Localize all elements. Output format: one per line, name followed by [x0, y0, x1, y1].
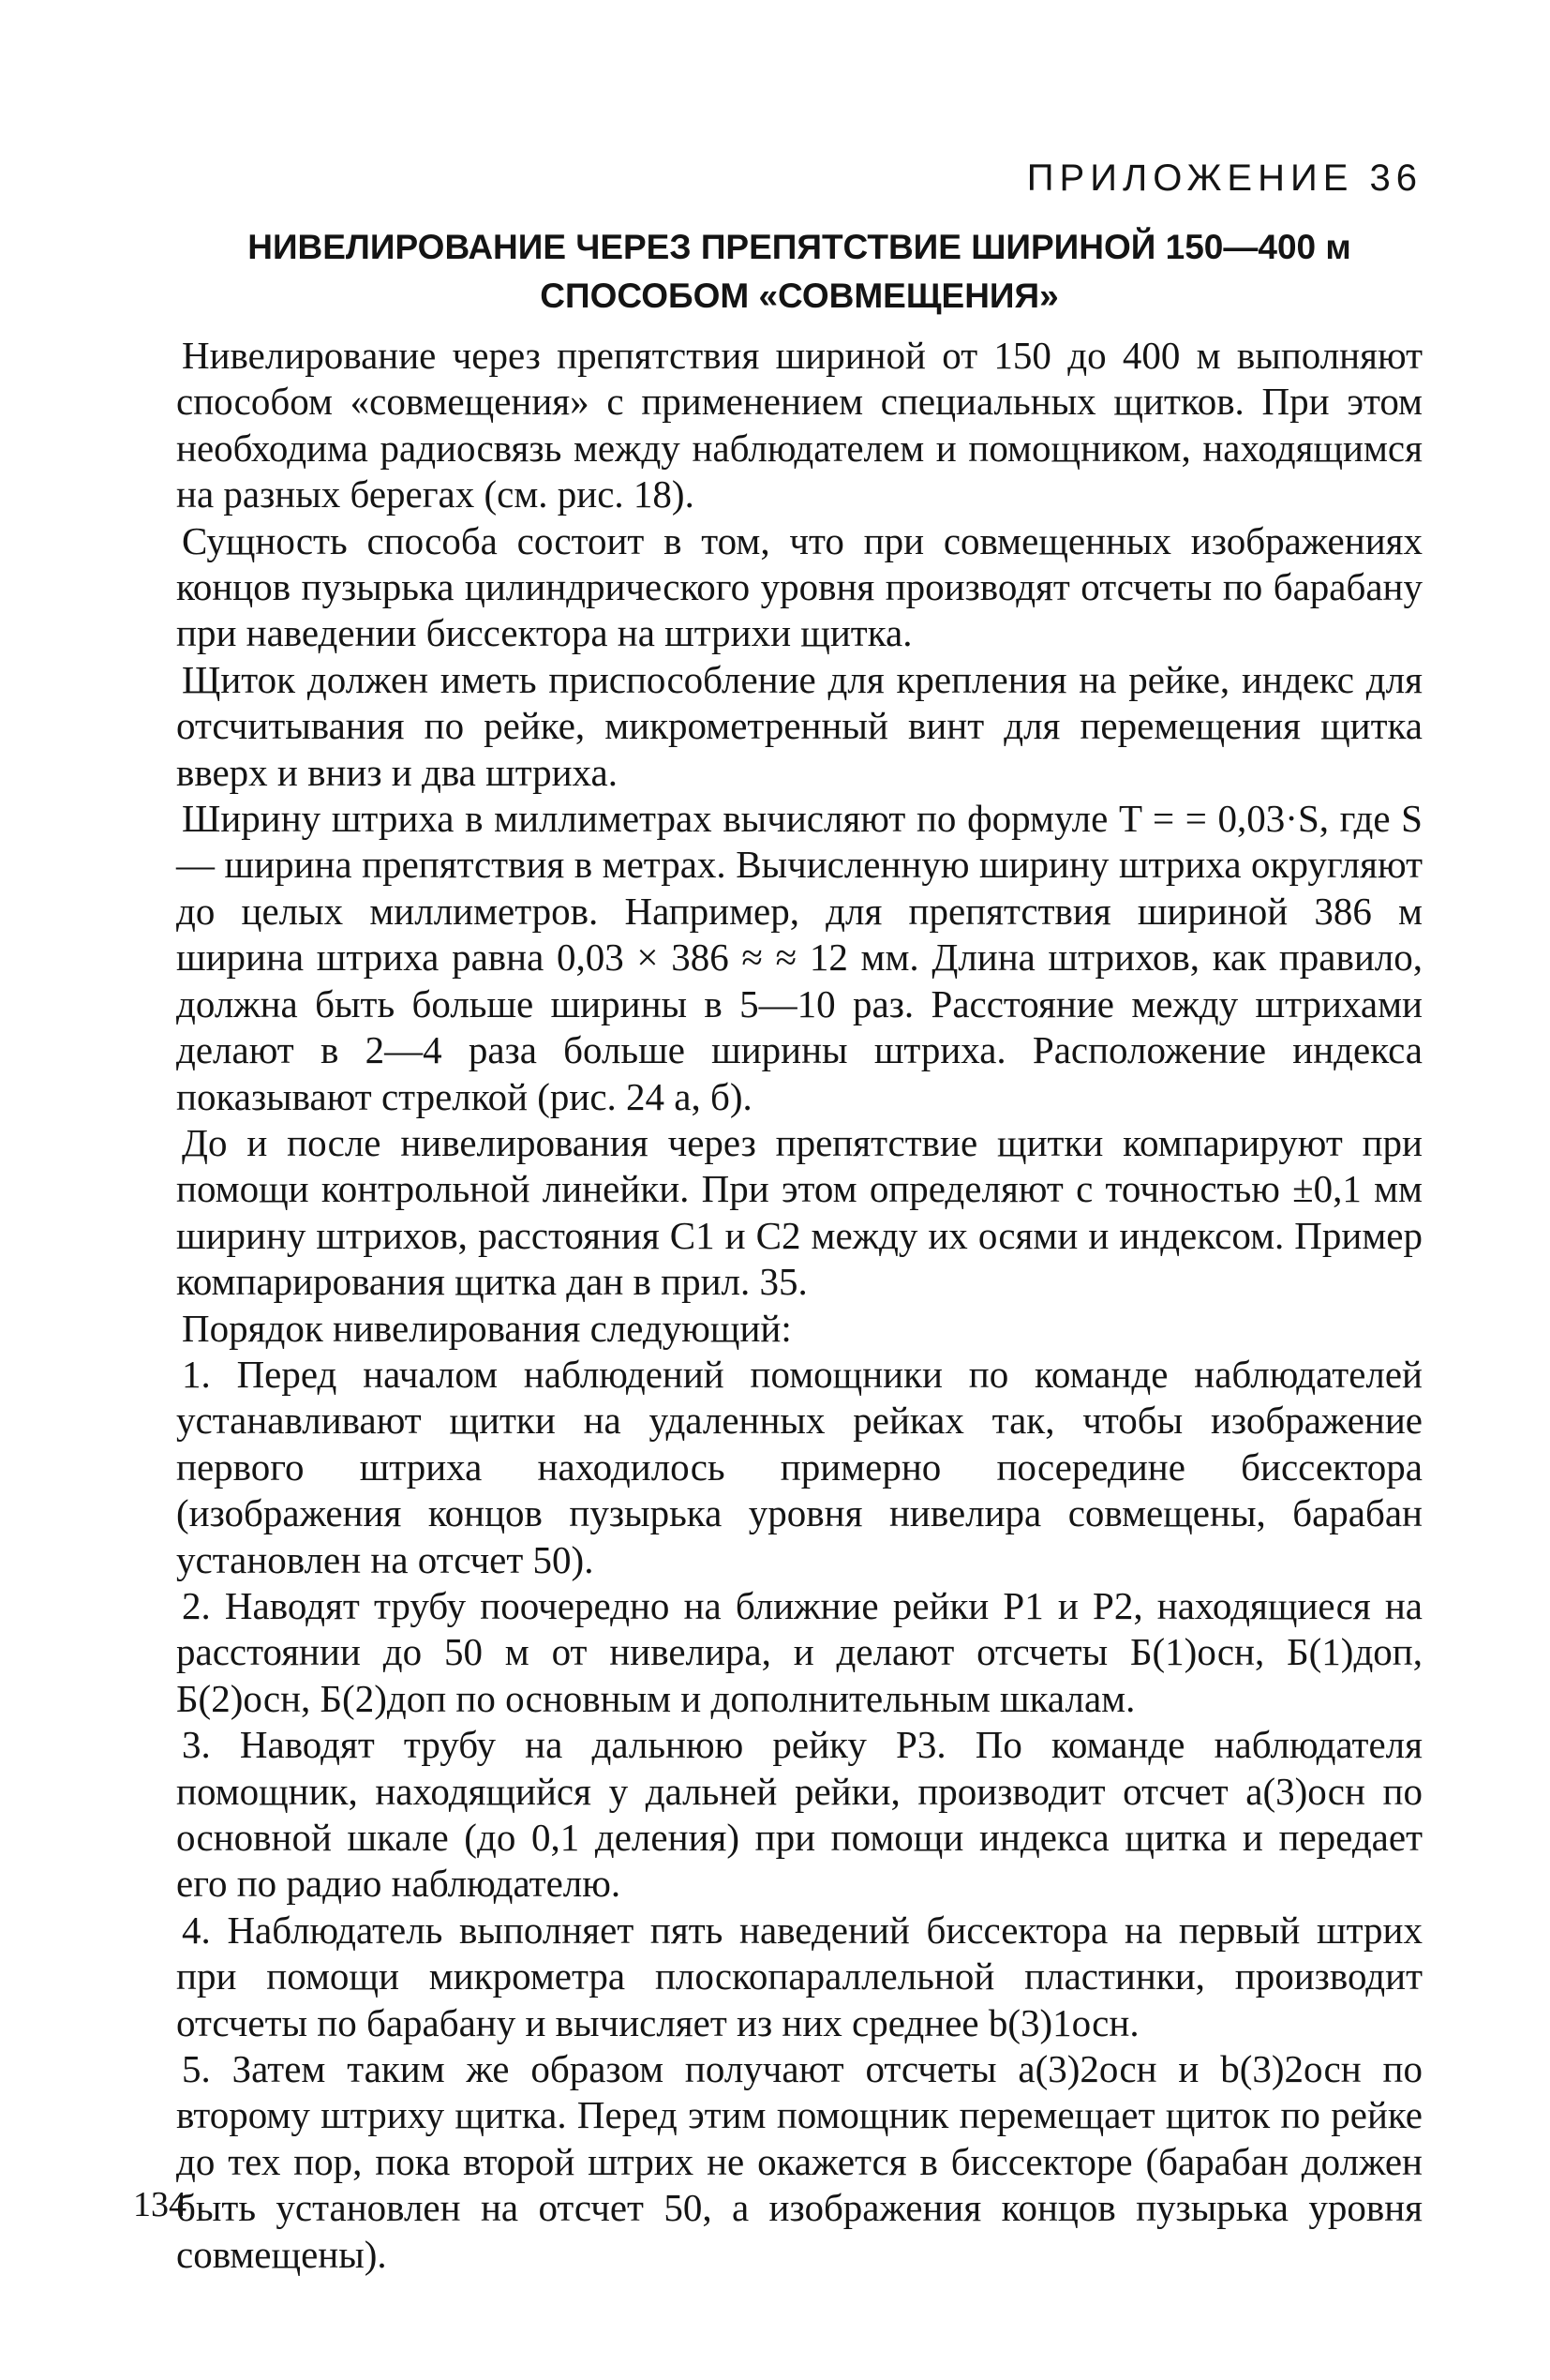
step-1: 1. Перед началом наблюдений помощники по команде наблюдателей устанавливают щитки на удаленных рейках так, чтобы изображение первого штриха находилось примерно посередине биссектора (изображения концов пузырька уровня нивелира совмещены, барабан установлен на отсчет 50). [176, 1352, 1423, 1581]
appendix-label: ПРИЛОЖЕНИЕ 36 [1026, 157, 1423, 199]
paragraph-2: Сущность способа состоит в том, что при совмещенных изображениях концов пузырька цилиндрического уровня производят отсчеты по барабану при наведении биссектора на штрихи щитка. [176, 518, 1423, 655]
title-line-1: НИВЕЛИРОВАНИЕ ЧЕРЕЗ ПРЕПЯТСТВИЕ ШИРИНОЙ 150—400 м [247, 228, 1351, 266]
step-3: 3. Наводят трубу на дальнюю рейку P3. По команде наблюдателя помощник, находящийся у дальней рейки, производит отсчет a(3)осн по основной шкале (до 0,1 деления) при помощи индекса щитка и передает его по радио наблюдателю. [176, 1723, 1423, 1906]
title-line-2: СПОСОБОМ «СОВМЕЩЕНИЯ» [540, 277, 1059, 315]
section-title [176, 223, 1423, 321]
paragraph-6: Порядок нивелирования следующий: [182, 1306, 792, 1350]
paragraph-3: Щиток должен иметь приспособление для крепления на рейке, индекс для отсчитывания по рейке, микрометренный винт для перемещения щитка вверх и вниз и два штриха. [176, 657, 1423, 794]
paragraph-1: Нивелирование через препятствия шириной от 150 до 400 м выполняют способом «совмещения» с применением специальных щитков. При этом необходима радиосвязь между наблюдателем и помощником, находящимся на разных берегах (см. рис. 18). [176, 334, 1423, 516]
paragraph-4: Ширину штриха в миллиметрах вычисляют по формуле T = = 0,03·S, где S — ширина препятствия в метрах. Вычисленную ширину штриха округляют до целых миллиметров. Например, для препятствия шириной 386 м ширина штриха равна 0,03 × 386 ≈ ≈ 12 мм. Длина штрихов, как правило, должна быть больше ширины в 5—10 раз. Расстояние между штрихами делают в 2—4 раза больше ширины штриха. Расположение индекса показывают стрелкой (рис. 24 а, б). [176, 797, 1423, 1118]
step-2: 2. Наводят трубу поочередно на ближние рейки P1 и P2, находящиеся на расстоянии до 50 м от нивелира, и делают отсчеты Б(1)осн, Б(1)доп, Б(2)осн, Б(2)доп по основным и дополнительным шкалам. [176, 1583, 1423, 1720]
page-number: 134 [133, 2185, 186, 2224]
paragraph-5: До и после нивелирования через препятствие щитки компарируют при помощи контрольной линейки. При этом определяют с точностью ±0,1 мм ширину штрихов, расстояния C1 и C2 между их осями и индексом. Пример компарирования щитка дан в прил. 35. [176, 1120, 1423, 1304]
body-text [176, 333, 1423, 2278]
step-5: 5. Затем таким же образом получают отсчеты a(3)2осн и b(3)2осн по второму штриху щитка. Перед этим помощник перемещает щиток по рейке до тех пор, пока второй штрих не окажется в биссекторе (барабан должен быть установлен на отсчет 50, а изображения концов пузырька уровня совмещены). [176, 2047, 1423, 2276]
step-4: 4. Наблюдатель выполняет пять наведений биссектора на первый штрих при помощи микрометра плоскопараллельной пластинки, производит отсчеты по барабану и вычисляет из них среднее b(3)1осн. [176, 1908, 1423, 2044]
